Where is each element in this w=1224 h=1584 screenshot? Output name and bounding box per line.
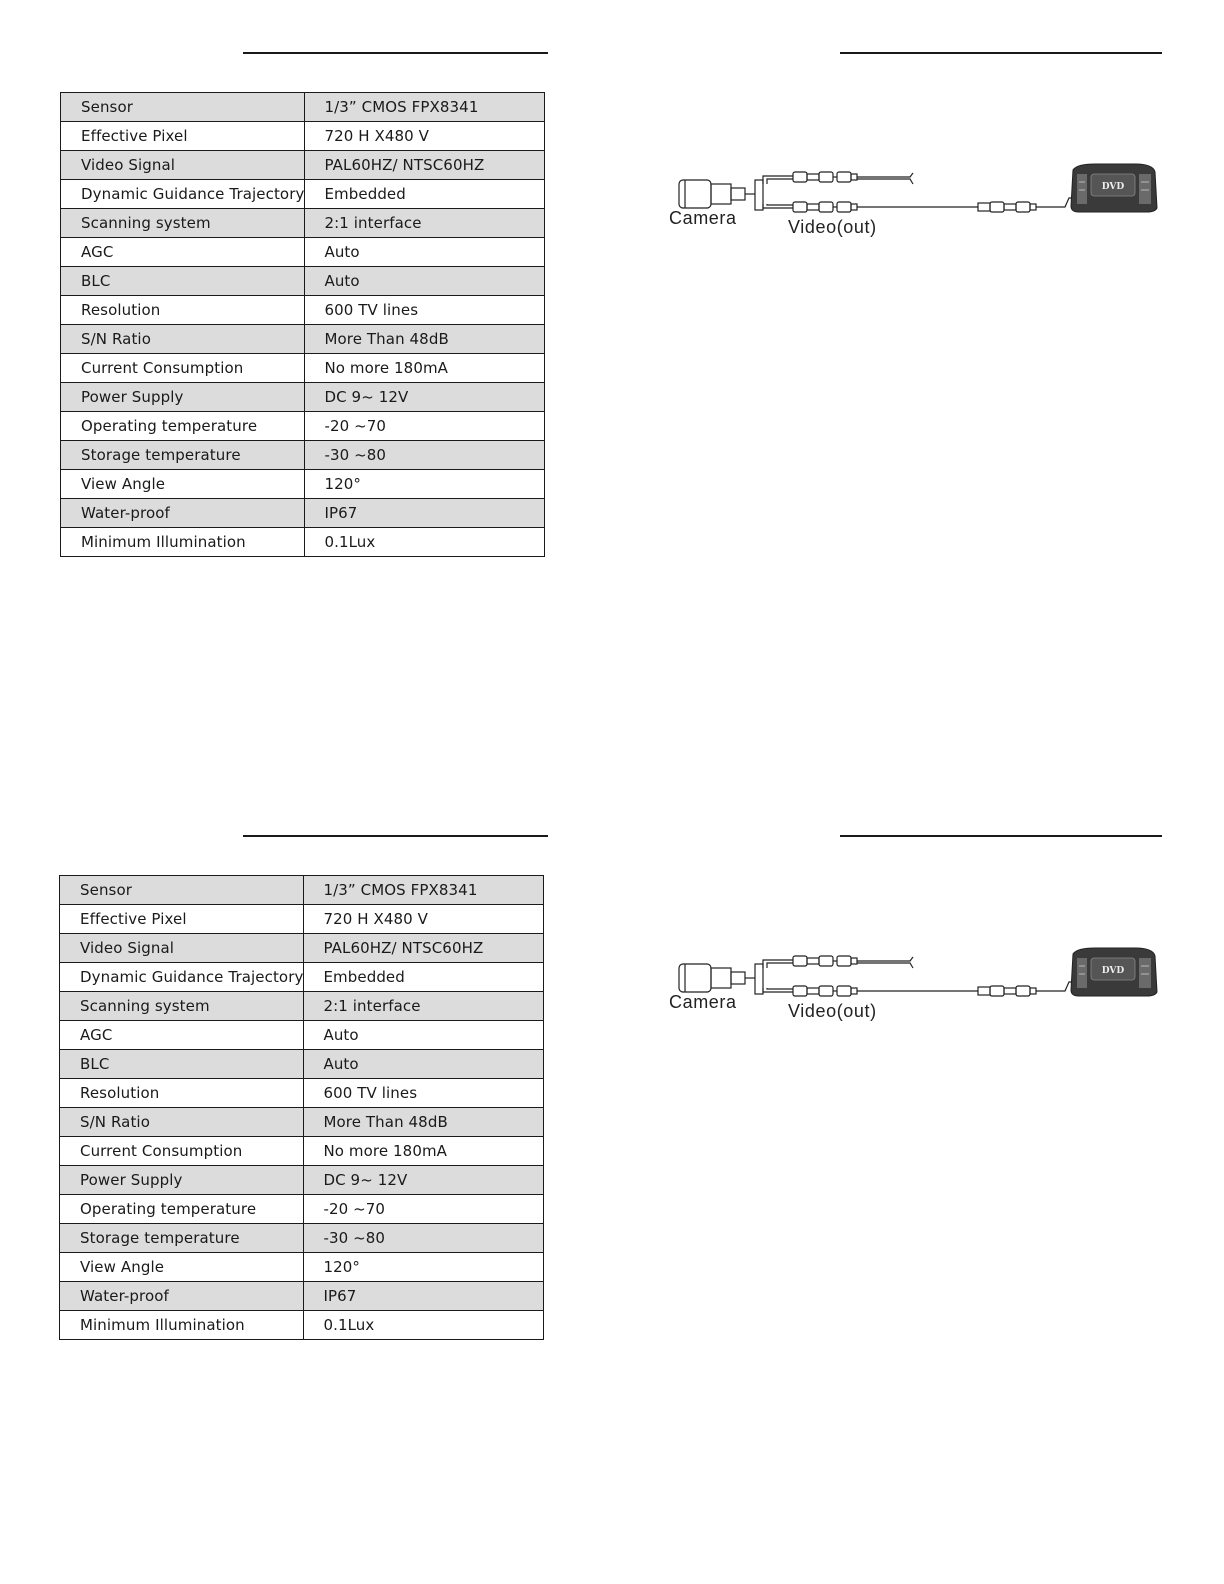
spec-row <box>60 1079 544 1108</box>
spec-label: Minimum Illumination <box>60 1311 304 1340</box>
spec-label: Storage temperature <box>61 441 305 470</box>
spec-label: Resolution <box>60 1079 304 1108</box>
spec-row <box>60 1311 544 1340</box>
spec-row <box>61 180 545 209</box>
spec-value: Embedded <box>304 963 544 992</box>
spec-row <box>60 876 544 905</box>
video-out-label: Video(out) <box>788 1001 877 1021</box>
spec-label: Power Supply <box>60 1166 304 1195</box>
spec-row <box>60 1195 544 1224</box>
spec-value: Auto <box>304 1050 544 1079</box>
spec-value: 120° <box>304 1253 544 1282</box>
spec-label: Sensor <box>61 93 305 122</box>
spec-value: More Than 48dB <box>305 325 545 354</box>
spec-label: AGC <box>60 1021 304 1050</box>
spec-value: DC 9~ 12V <box>304 1166 544 1195</box>
spec-row <box>61 151 545 180</box>
spec-row <box>61 93 545 122</box>
spec-value: 1/3” CMOS FPX8341 <box>305 93 545 122</box>
spec-row <box>61 499 545 528</box>
spec-value: 2:1 interface <box>304 992 544 1021</box>
spec-row <box>60 1224 544 1253</box>
spec-row <box>61 441 545 470</box>
spec-label: Effective Pixel <box>61 122 305 151</box>
spec-row <box>60 992 544 1021</box>
spec-value: Embedded <box>305 180 545 209</box>
spec-label: Power Supply <box>61 383 305 412</box>
section-rule-top-right <box>840 52 1162 54</box>
spec-row <box>61 238 545 267</box>
section-rule-bottom-left <box>243 835 548 837</box>
spec-value: More Than 48dB <box>304 1108 544 1137</box>
wiring-diagram-1 <box>665 160 1165 250</box>
spec-row <box>61 354 545 383</box>
spec-label: Effective Pixel <box>60 905 304 934</box>
spec-value: 600 TV lines <box>305 296 545 325</box>
spec-label: Water-proof <box>61 499 305 528</box>
spec-row <box>61 528 545 557</box>
spec-row <box>60 963 544 992</box>
spec-label: Resolution <box>61 296 305 325</box>
spec-value: -20 ~70 <box>305 412 545 441</box>
wiring-diagram-svg <box>665 160 1165 230</box>
spec-label: Water-proof <box>60 1282 304 1311</box>
spec-row <box>60 1137 544 1166</box>
spec-label: View Angle <box>60 1253 304 1282</box>
spec-label: View Angle <box>61 470 305 499</box>
camera-body-icon <box>679 964 711 992</box>
spec-label: Video Signal <box>60 934 304 963</box>
spec-value: No more 180mA <box>305 354 545 383</box>
spec-row <box>60 905 544 934</box>
spec-value: No more 180mA <box>304 1137 544 1166</box>
spec-label: Minimum Illumination <box>61 528 305 557</box>
spec-label: Sensor <box>60 876 304 905</box>
spec-value: 2:1 interface <box>305 209 545 238</box>
camera-label: Camera <box>669 208 737 228</box>
spec-label: S/N Ratio <box>60 1108 304 1137</box>
dvd-head-unit-icon <box>1071 948 1157 996</box>
spec-table-1 <box>60 92 545 557</box>
spec-value: IP67 <box>305 499 545 528</box>
section-rule-bottom-right <box>840 835 1162 837</box>
spec-value: DC 9~ 12V <box>305 383 545 412</box>
camera-body-icon <box>679 180 711 208</box>
spec-row <box>61 325 545 354</box>
spec-value: Auto <box>305 238 545 267</box>
spec-label: Video Signal <box>61 151 305 180</box>
spec-value: IP67 <box>304 1282 544 1311</box>
spec-row <box>61 209 545 238</box>
spec-value: 0.1Lux <box>305 528 545 557</box>
spec-value: 120° <box>305 470 545 499</box>
spec-label: Storage temperature <box>60 1224 304 1253</box>
spec-row <box>61 383 545 412</box>
camera-label: Camera <box>669 992 737 1012</box>
dvd-head-unit-icon <box>1071 164 1157 212</box>
spec-row <box>61 267 545 296</box>
spec-value: Auto <box>305 267 545 296</box>
spec-value: -30 ~80 <box>305 441 545 470</box>
spec-row <box>61 296 545 325</box>
spec-value: 1/3” CMOS FPX8341 <box>304 876 544 905</box>
spec-row <box>60 1021 544 1050</box>
wiring-diagram-svg <box>665 944 1165 1014</box>
section-rule-top-left <box>243 52 548 54</box>
spec-value: PAL60HZ/ NTSC60HZ <box>305 151 545 180</box>
spec-label: Operating temperature <box>61 412 305 441</box>
wiring-diagram-2 <box>665 944 1165 1034</box>
spec-label: Scanning system <box>61 209 305 238</box>
spec-row <box>60 1108 544 1137</box>
spec-label: BLC <box>60 1050 304 1079</box>
spec-row <box>61 470 545 499</box>
spec-value: Auto <box>304 1021 544 1050</box>
spec-label: AGC <box>61 238 305 267</box>
spec-label: S/N Ratio <box>61 325 305 354</box>
spec-value: -20 ~70 <box>304 1195 544 1224</box>
spec-value: -30 ~80 <box>304 1224 544 1253</box>
spec-row <box>60 1253 544 1282</box>
spec-label: BLC <box>61 267 305 296</box>
spec-value: PAL60HZ/ NTSC60HZ <box>304 934 544 963</box>
spec-row <box>60 1166 544 1195</box>
spec-label: Current Consumption <box>61 354 305 383</box>
spec-label: Dynamic Guidance Trajectory <box>60 963 304 992</box>
spec-value: 0.1Lux <box>304 1311 544 1340</box>
svg-text:DVD: DVD <box>1101 966 1125 976</box>
spec-row <box>60 1050 544 1079</box>
spec-row <box>60 1282 544 1311</box>
spec-value: 600 TV lines <box>304 1079 544 1108</box>
spec-table-2 <box>59 875 544 1340</box>
spec-row <box>60 934 544 963</box>
spec-value: 720 H X480 V <box>304 905 544 934</box>
spec-label: Scanning system <box>60 992 304 1021</box>
svg-text:DVD: DVD <box>1101 182 1125 192</box>
spec-row <box>61 122 545 151</box>
spec-row <box>61 412 545 441</box>
spec-value: 720 H X480 V <box>305 122 545 151</box>
video-out-label: Video(out) <box>788 217 877 237</box>
spec-label: Dynamic Guidance Trajectory <box>61 180 305 209</box>
spec-label: Operating temperature <box>60 1195 304 1224</box>
spec-label: Current Consumption <box>60 1137 304 1166</box>
